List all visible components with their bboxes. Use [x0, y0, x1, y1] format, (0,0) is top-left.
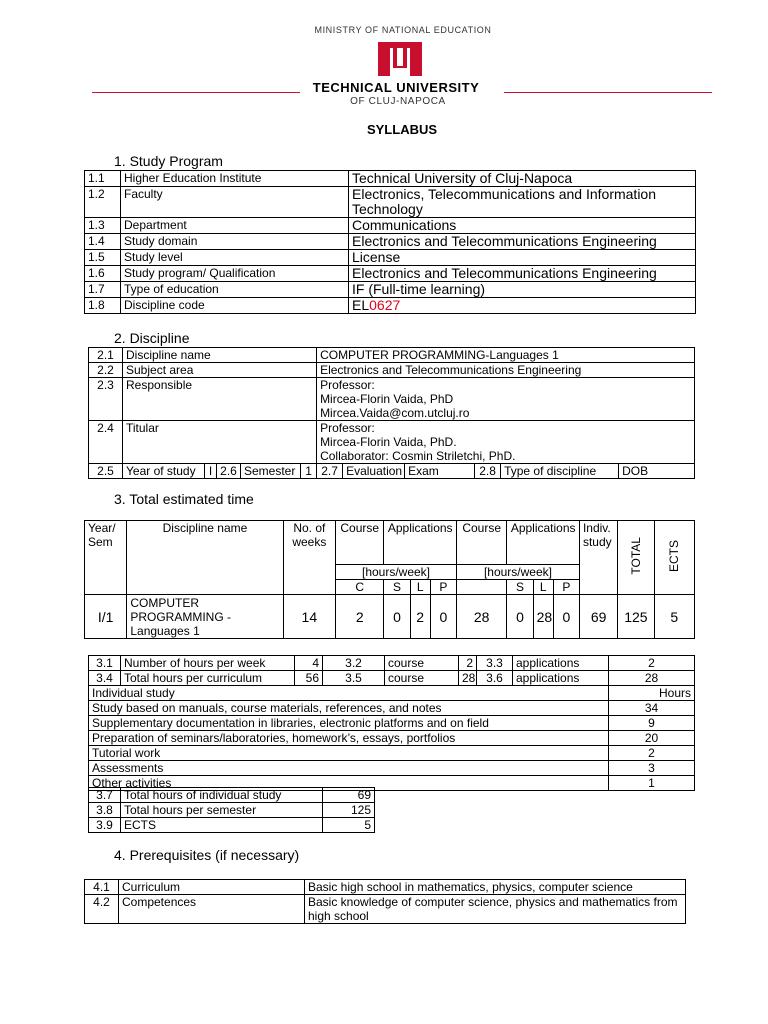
table-row	[85, 250, 696, 266]
table-cell: 3.7	[89, 788, 121, 803]
table-cell: 0	[507, 595, 533, 639]
table-cell: 1.7	[85, 282, 121, 298]
table-cell: 1.5	[85, 250, 121, 266]
table-row	[85, 218, 696, 234]
table-cell: 3.6	[477, 671, 513, 686]
table-cell: 69	[579, 595, 617, 639]
table-cell: DOB	[619, 464, 695, 479]
table-cell: Supplementary documentation in libraries, electronic platforms and on field	[89, 716, 609, 731]
table-cell: Total hours of individual study	[121, 788, 323, 803]
section-1-heading: 1. Study Program	[114, 153, 223, 169]
table-cell: Study domain	[121, 234, 349, 250]
table-cell: Total hours per semester	[121, 803, 323, 818]
table-cell: IF (Full-time learning)	[349, 282, 696, 298]
discipline-code: EL0627	[349, 298, 696, 314]
table-cell: 4	[295, 656, 323, 671]
table-cell: 0	[384, 595, 410, 639]
table-cell: COMPUTER PROGRAMMING - Languages 1	[127, 595, 283, 639]
table-cell: Professor: Mircea-Florin Vaida, PhD. Collaborator: Cosmin Striletchi, PhD.	[317, 421, 695, 464]
table-header-row	[85, 521, 695, 565]
table-cell: Curriculum	[119, 880, 305, 895]
table-cell: Other activities	[89, 776, 609, 791]
table-cell: 2.7	[317, 464, 343, 479]
table-cell: 125	[618, 595, 654, 639]
section-4-heading: 4. Prerequisites (if necessary)	[114, 847, 300, 863]
table-row	[89, 731, 695, 746]
table-cell: Applications	[507, 521, 580, 565]
table-row	[89, 818, 375, 833]
table-cell: 14	[283, 595, 335, 639]
table-cell: course	[385, 671, 459, 686]
table-row	[85, 266, 696, 282]
table-cell: Subject area	[123, 363, 317, 378]
table-cell: course	[385, 656, 459, 671]
time-table	[84, 520, 695, 639]
table-cell: 0	[430, 595, 456, 639]
table-cell: 0	[553, 595, 579, 639]
table-row	[89, 378, 695, 421]
table-cell: 69	[323, 788, 375, 803]
table-cell: Exam	[405, 464, 475, 479]
table-row	[89, 803, 375, 818]
table-cell: 1	[301, 464, 317, 479]
table-cell: 2.3	[89, 378, 123, 421]
table-cell: Electronics, Telecommunications and Information Technology	[349, 187, 696, 218]
table-cell: Total hours per curriculum	[121, 671, 295, 686]
study-program-table	[84, 170, 696, 314]
table-row	[85, 880, 686, 895]
ministry-name: MINISTRY OF NATIONAL EDUCATION	[314, 25, 492, 35]
table-cell: Study based on manuals, course materials, references, and notes	[89, 701, 609, 716]
table-cell: Competences	[119, 895, 305, 924]
table-cell: 2	[459, 656, 477, 671]
table-row	[89, 464, 695, 479]
table-cell: L	[410, 580, 430, 595]
table-cell: applications	[513, 656, 609, 671]
table-row	[89, 701, 695, 716]
table-cell: 3.9	[89, 818, 121, 833]
hours-table	[88, 655, 695, 791]
table-cell: Individual study	[89, 686, 609, 701]
table-cell: 3.5	[323, 671, 385, 686]
table-row	[89, 348, 695, 363]
table-cell: L	[533, 580, 553, 595]
table-cell: 1	[609, 776, 695, 791]
table-cell: S	[507, 580, 533, 595]
table-cell: Indiv. study	[579, 521, 617, 595]
table-cell: 1.4	[85, 234, 121, 250]
table-cell: 1.2	[85, 187, 121, 218]
table-cell: License	[349, 250, 696, 266]
table-cell: 4.1	[85, 880, 119, 895]
table-cell: 2.8	[475, 464, 501, 479]
table-cell: Technical University of Cluj-Napoca	[349, 171, 696, 187]
section-3-heading: 3. Total estimated time	[114, 491, 254, 507]
table-cell: Discipline name	[127, 521, 283, 595]
table-row	[85, 187, 696, 218]
table-cell: Tutorial work	[89, 746, 609, 761]
table-cell: 2	[609, 656, 695, 671]
table-cell: ECTS	[121, 818, 323, 833]
table-cell: 56	[295, 671, 323, 686]
table-cell: 2.5	[89, 464, 123, 479]
table-cell: 34	[609, 701, 695, 716]
table-cell: Electronics and Telecommunications Engineering	[349, 266, 696, 282]
table-cell: Assessments	[89, 761, 609, 776]
table-cell: 2	[410, 595, 430, 639]
table-cell: ECTS	[654, 521, 694, 595]
table-cell: 1.6	[85, 266, 121, 282]
table-header-row	[89, 686, 695, 701]
table-cell: COMPUTER PROGRAMMING-Languages 1	[317, 348, 695, 363]
table-cell: 28	[456, 595, 506, 639]
table-row	[89, 761, 695, 776]
table-cell: Year of study	[123, 464, 205, 479]
table-cell: 3.2	[323, 656, 385, 671]
table-row	[89, 716, 695, 731]
table-cell: 1.1	[85, 171, 121, 187]
table-cell: Basic high school in mathematics, physics, computer science	[305, 880, 686, 895]
table-cell: 125	[323, 803, 375, 818]
table-cell: 2.2	[89, 363, 123, 378]
table-cell: Basic knowledge of computer science, physics and mathematics from high school	[305, 895, 686, 924]
table-row	[85, 234, 696, 250]
university-subtitle: OF CLUJ-NAPOCA	[350, 96, 446, 107]
table-cell: Evaluation	[343, 464, 405, 479]
page-title: SYLLABUS	[366, 122, 438, 137]
table-cell: Discipline code	[121, 298, 349, 314]
table-cell: No. of weeks	[283, 521, 335, 595]
table-cell: [hours/week]	[456, 565, 579, 580]
table-row	[89, 656, 695, 671]
table-cell: 2	[336, 595, 384, 639]
university-name: TECHNICAL UNIVERSITY	[312, 80, 480, 95]
table-row	[85, 895, 686, 924]
table-cell: Electronics and Telecommunications Engineering	[317, 363, 695, 378]
table-cell: 28	[609, 671, 695, 686]
table-cell: S	[384, 580, 410, 595]
table-cell: Responsible	[123, 378, 317, 421]
table-cell: Electronics and Telecommunications Engineering	[349, 234, 696, 250]
table-cell: P	[430, 580, 456, 595]
table-cell	[456, 580, 506, 595]
table-cell: 2	[609, 746, 695, 761]
table-cell: 4.2	[85, 895, 119, 924]
table-cell: Hours	[609, 686, 695, 701]
table-cell: applications	[513, 671, 609, 686]
table-row	[85, 298, 696, 314]
section-2-heading: 2. Discipline	[114, 330, 190, 346]
table-cell: Course	[336, 521, 384, 565]
table-cell: 3.1	[89, 656, 121, 671]
table-cell: Study level	[121, 250, 349, 266]
table-cell: Higher Education Institute	[121, 171, 349, 187]
table-cell: Type of discipline	[501, 464, 619, 479]
table-cell: Number of hours per week	[121, 656, 295, 671]
table-cell: 5	[654, 595, 694, 639]
table-cell: 2.4	[89, 421, 123, 464]
table-cell: 3.4	[89, 671, 121, 686]
table-cell: Course	[456, 521, 506, 565]
table-row	[85, 282, 696, 298]
table-row	[89, 788, 375, 803]
table-cell: I/1	[85, 595, 127, 639]
table-cell: Preparation of seminars/laboratories, homework’s, essays, portfolios	[89, 731, 609, 746]
table-cell: Type of education	[121, 282, 349, 298]
table-cell: Applications	[384, 521, 457, 565]
table-cell: C	[336, 580, 384, 595]
table-cell: 1.3	[85, 218, 121, 234]
table-cell: 3	[609, 761, 695, 776]
table-row	[89, 363, 695, 378]
table-cell: 1.8	[85, 298, 121, 314]
discipline-table	[88, 347, 695, 479]
table-cell: 2.6	[217, 464, 241, 479]
table-row	[89, 671, 695, 686]
table-cell: 28	[533, 595, 553, 639]
table-cell: Professor: Mircea-Florin Vaida, PhD Mircea.Vaida@com.utcluj.ro	[317, 378, 695, 421]
table-cell: 9	[609, 716, 695, 731]
table-cell: [hours/week]	[336, 565, 457, 580]
table-cell: I	[205, 464, 217, 479]
table-cell: Titular	[123, 421, 317, 464]
table-row	[85, 171, 696, 187]
table-cell: Department	[121, 218, 349, 234]
table-row	[89, 746, 695, 761]
table-row	[89, 421, 695, 464]
table-cell: 3.8	[89, 803, 121, 818]
prerequisites-table	[84, 879, 686, 924]
hours-totals-table	[88, 787, 375, 833]
table-cell: 3.3	[477, 656, 513, 671]
table-cell: Study program/ Qualification	[121, 266, 349, 282]
table-cell: 20	[609, 731, 695, 746]
table-cell: 5	[323, 818, 375, 833]
table-cell: Communications	[349, 218, 696, 234]
table-cell: Discipline name	[123, 348, 317, 363]
table-cell: 2.1	[89, 348, 123, 363]
table-cell: Faculty	[121, 187, 349, 218]
table-cell: TOTAL	[618, 521, 654, 595]
table-cell: 28	[459, 671, 477, 686]
table-cell: Semester	[241, 464, 301, 479]
table-cell: P	[553, 580, 579, 595]
university-logo	[374, 40, 426, 80]
table-row	[85, 595, 695, 639]
table-cell: Year/ Sem	[85, 521, 127, 595]
